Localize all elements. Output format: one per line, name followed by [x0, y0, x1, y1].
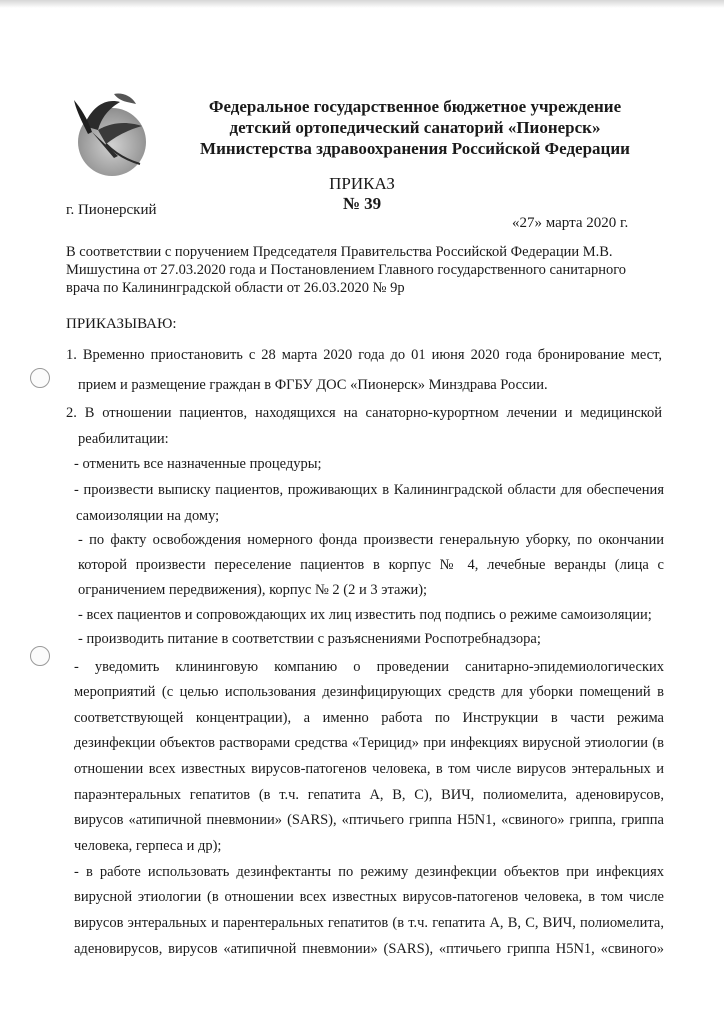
- header-line-1: Федеральное государственное бюджетное учреждение: [208, 97, 622, 116]
- punch-hole-top: [30, 368, 50, 388]
- body-line: - по факту освобождения номерного фонда произвести генеральную уборку, по окончании: [78, 532, 664, 548]
- body-line: человека, герпеса и др);: [74, 838, 222, 854]
- body-line: - отменить все назначенные процедуры;: [74, 456, 322, 472]
- body-line: - производить питание в соответствии с разъяснениями Роспотребнадзора;: [78, 631, 541, 647]
- prikazyvayu-heading: ПРИКАЗЫВАЮ:: [66, 316, 177, 332]
- order-number: № 39: [342, 194, 382, 213]
- body-line: соответствующей концентрации), а именно работа по Инструкции в части режима: [74, 710, 664, 726]
- body-line: прием и размещение граждан в ФГБУ ДОС «Пионерск» Минздрава России.: [78, 377, 548, 393]
- body-line: вирусов энтеральных и парентеральных гепатитов (в т.ч. гепатита А, В, С, ВИЧ, полиомелита,: [74, 915, 664, 931]
- body-line: - всех пациентов и сопровождающих их лиц известить под подпись о режиме самоизоляции;: [78, 607, 652, 623]
- order-city: г. Пионерский: [66, 202, 157, 218]
- body-line: аденовирусов, вирусов «атипичной пневмонии» (SARS), «птичьего гриппа H5N1, «свиного»: [74, 941, 664, 957]
- body-line: дезинфекции объектов растворами средства «Терицид» при инфекциях вирусной этиологии (в: [74, 735, 664, 751]
- preamble-line-2: Мишустина от 27.03.2020 года и Постановлением Главного государственного санитарного: [66, 262, 627, 278]
- punch-hole-bottom: [30, 646, 50, 666]
- body-line: вирусной этиологии (в отношении всех известных вирусов-патогенов человека, в том числе: [74, 889, 664, 905]
- body-line: - уведомить клининговую компанию о проведении санитарно-эпидемиологических: [74, 659, 664, 675]
- body-line: реабилитации:: [78, 431, 169, 447]
- body-line: вирусов «атипичной пневмонии» (SARS), «птичьего гриппа H5N1, «свиного» гриппа, гриппа: [74, 812, 664, 828]
- body-line: отношении всех известных вирусов-патогенов человека, в том числе вирусов энтеральных и: [74, 761, 664, 777]
- order-title: ПРИКАЗ: [329, 174, 395, 193]
- body-line: - в работе использовать дезинфектанты по режиму дезинфекции объектов при инфекциях: [74, 864, 664, 880]
- body-line: самоизоляции на дому;: [76, 508, 220, 524]
- scan-top-edge: [0, 0, 724, 8]
- organization-header: [170, 96, 660, 159]
- body-line: которой произвести переселение пациентов в корпус № 4, лечебные веранды (лица с: [78, 557, 664, 573]
- header-line-2: детский ортопедический санаторий «Пионерск»: [229, 118, 601, 137]
- body-line: мероприятий (с целью использования дезинфицирующих средств для уборки помещений в: [74, 684, 664, 700]
- sanatorium-logo: [62, 86, 154, 180]
- body-line: 2. В отношении пациентов, находящихся на санаторно-курортном лечении и медицинской: [66, 405, 662, 421]
- order-date: «27» марта 2020 г.: [512, 215, 629, 231]
- header-line-3: Министерства здравоохранения Российской Федерации: [200, 139, 630, 158]
- preamble-line-1: В соответствии с поручением Председателя Правительства Российской Федерации М.В.: [66, 244, 613, 260]
- body-line: ограничением передвижения), корпус № 2 (2 и 3 этажи);: [78, 582, 428, 598]
- preamble-line-3: врача по Калининградской области от 26.03.2020 № 9р: [66, 280, 405, 296]
- body-line: параэнтеральных гепатитов (в т.ч. гепатита А, В, С), ВИЧ, полиомелита, аденовирусов,: [74, 787, 664, 803]
- preamble: [66, 243, 666, 297]
- body-line: 1. Временно приостановить с 28 марта 2020 года до 01 июня 2020 года бронирование мест,: [66, 347, 662, 363]
- body-line: - произвести выписку пациентов, проживающих в Калининградской области для обеспечения: [74, 482, 664, 498]
